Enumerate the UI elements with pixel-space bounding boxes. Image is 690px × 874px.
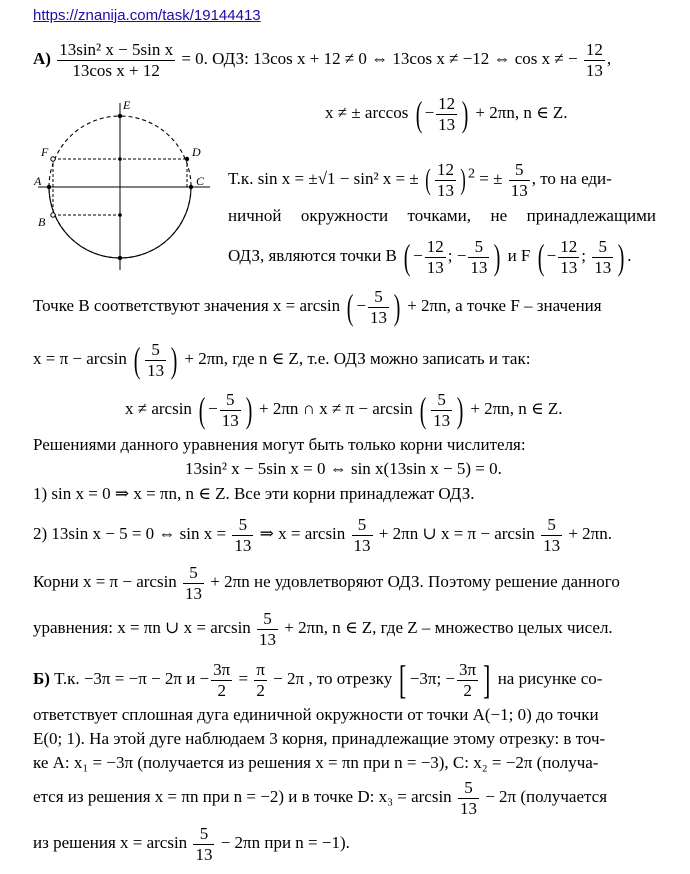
label-E: E [123,98,131,112]
unit-circle-diagram [30,95,215,275]
label-C: C [196,174,205,188]
point-f-line: x = π − arcsin ( $\frac{5}{13}$ ) + 2πn, где n ∈ Z, т.е. ОДЗ можно записать и так: [33,340,531,381]
point-b-line: Точке B соответствуют значения x = arcsin ( − $\frac{5}{13}$ ) + 2πn, а точке F – значения [33,287,602,328]
label-F: F [41,145,49,159]
source-link[interactable]: https://znanija.com/task/19144413 [33,7,261,24]
part-a-label: А) [33,48,51,68]
case-1: 1) sin x = 0 ⇒ x = πn, n ∈ Z. Все эти корни принадлежат ОДЗ. [33,484,475,503]
arccos-line: x ≠ ± arccos ( − $\frac{12}{13}$ ) + 2πn, n ∈ Z. [325,94,568,135]
label-A: A [34,174,42,188]
korni-line: Корни x = π − arcsin $\frac{5}{13}$ + 2πn не удовлетворяют ОДЗ. Поэтому решение данного [33,563,620,603]
case-2: 2) 13sin x − 5 = 0 ⇔ sin x = $\frac{5}{13}$ ⇒ x = arcsin $\frac{5}{13}$ + 2πn ∪ x = π − arcsin $\frac{5}{13}$ + 2πn. [33,515,612,555]
part-a-equation: А) $\frac{\text{13sin² x − 5sin x}}{\text{13cos x + 12}}$ = 0. ОДЗ: 13cos x + 12 ≠ 0 ⇔ 13cos x ≠ −12 ⇔ cos x ≠ − $\frac{12}{13}$ , [33,40,612,80]
tk-line2: ничной окружности точками, не принадлежащими [228,206,656,225]
part-b-line6: из решения x = arcsin $\frac{5}{13}$ − 2πn при n = −1). [33,824,350,864]
odz-line: x ≠ arcsin ( − $\frac{5}{13}$ ) + 2πn ∩ x ≠ π − arcsin ( $\frac{5}{13}$ ) + 2πn, n ∈ Z. [125,390,563,431]
factor-line: 13sin² x − 5sin x = 0 ⇔ sin x(13sin x − 5) = 0. [185,459,502,478]
solutions-intro: Решениями данного уравнения могут быть только корни числителя: [33,435,526,454]
part-b-line1: Б) Т.к. −3π = −π − 2π и − $\frac{3\pi}{2}$ = $\frac{\pi}{2}$ − 2π , то отрезку [ −3π; − $\frac{3\pi}{2}$ ] на рисунке со- [33,657,603,703]
tk-line: Т.к. sin x = ±√1 − sin² x = ± ( $\frac{12}{13}$ ) $^2$ = ± $\frac{5}{13}$ , то на еди- [228,160,612,200]
part-b-line5: ется из решения x = πn при n = −2) и в точке D: x₃ = arcsin $\frac{5}{13}$ − 2π (получается [33,778,608,818]
label-B: B [38,215,46,229]
part-b-line3: E(0; 1). На этой дуге наблюдаем 3 корня, принадлежащие этому отрезку: в точ- [33,729,606,748]
tk-line3: ОДЗ, являются точки B ( − $\frac{12}{13}$ ; − $\frac{5}{13}$ ) и F ( − $\frac{12}{13}$ ; $\frac{5}{13}$ ) . [228,237,632,278]
answer-a: уравнения: x = πn ∪ x = arcsin $\frac{5}{13}$ + 2πn, n ∈ Z, где Z – множество целых чисел. [33,609,613,649]
label-D: D [192,145,201,159]
main-fraction: $\frac{\text{13sin² x − 5sin x}}{\text{13cos x + 12}}$ [59,40,174,80]
part-b-line2: ответствует сплошная дуга единичной окружности от точки A(−1; 0) до точки [33,705,599,724]
part-b-label: Б) [33,668,50,688]
part-b-line4: ке A: x₁ = −3π (получается из решения x = πn при n = −3), C: x₂ = −2π (получа- [33,753,599,772]
